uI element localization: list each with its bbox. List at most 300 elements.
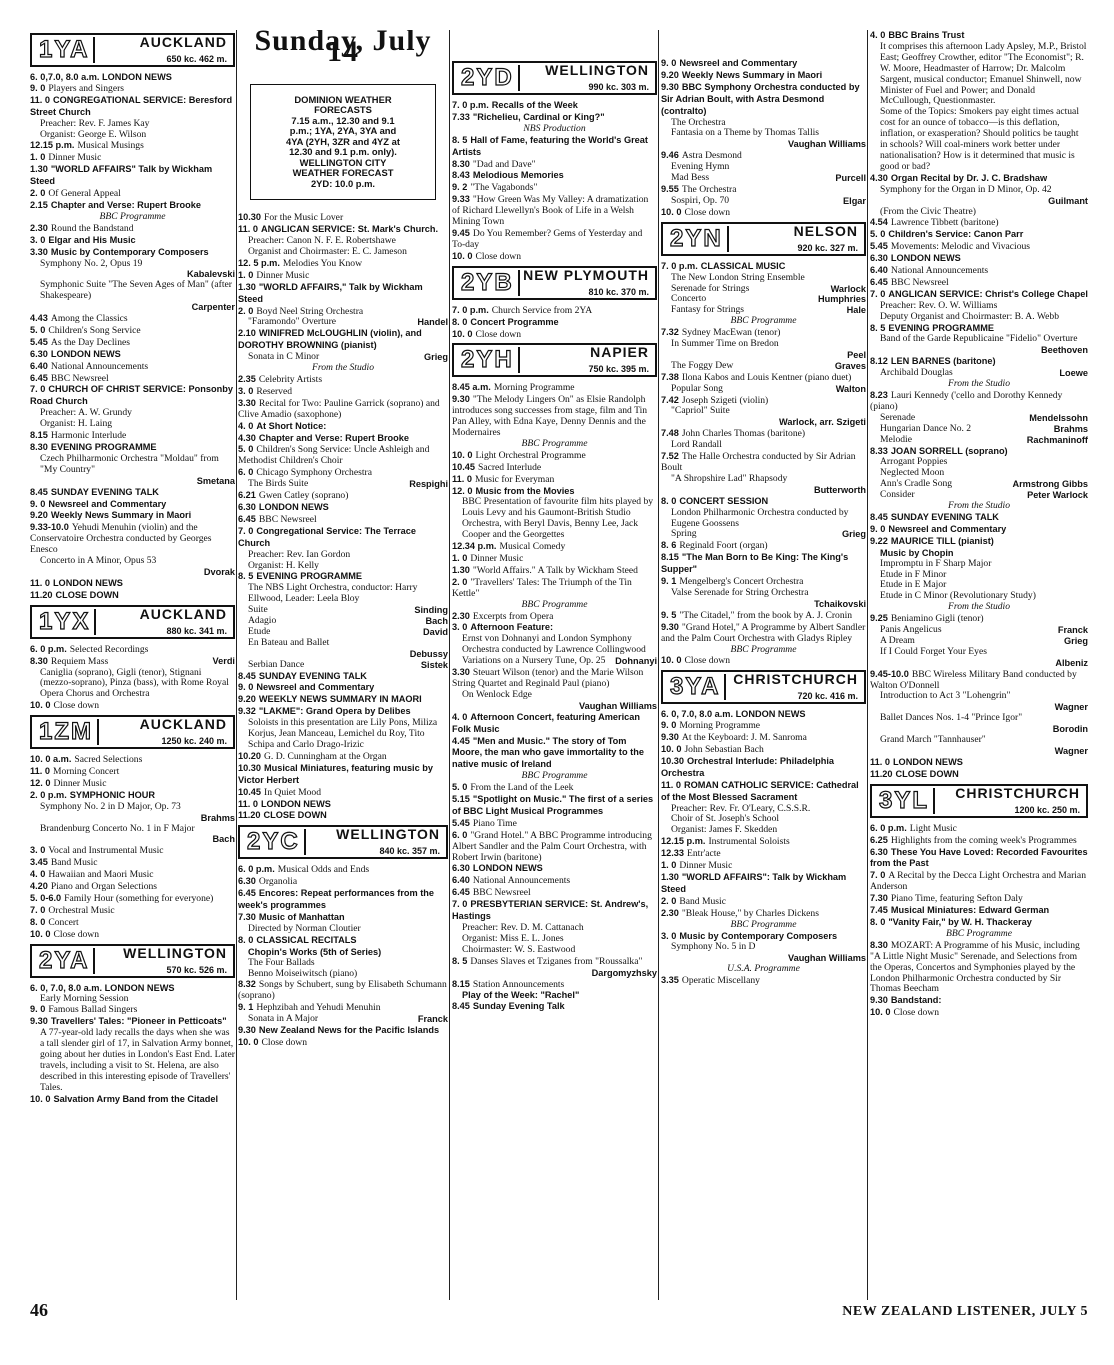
program-detail: Franck Sonata in A Major: [248, 1013, 448, 1025]
program-item: 6.30 LONDON NEWS: [30, 348, 121, 359]
program-item: 4. 0 Afternoon Concert, featuring American Folk Music: [452, 711, 640, 734]
program-detail: Warlock Serenade for Strings: [671, 282, 866, 294]
program-item: 9.32 "LAKME": Grand Opera by Delibes: [238, 706, 411, 717]
program-item: 10. 0 Close down: [30, 700, 100, 712]
program-item: 6. 0 p.m. Light Music: [870, 822, 957, 834]
program-credit: From the Studio: [312, 362, 374, 374]
program-credit: BBC Programme: [521, 770, 588, 782]
program-item: 6. 0 p.m. Selected Recordings: [30, 643, 149, 655]
station-call-sign: 3YA: [666, 674, 726, 700]
program-detail: "A Shropshire Lad" Rhapsody: [671, 472, 788, 484]
program-item: 9.55 The Orchestra: [661, 183, 737, 195]
program-item: 6. 0 "Grand Hotel." A BBC Programme introducing Albert Sandler and the Palm Court Orchestra, with Robert Irwin (baritone): [452, 829, 652, 863]
program-item: 4.20 Piano and Organ Selections: [30, 881, 158, 893]
program-detail: Brahms: [200, 812, 235, 823]
program-detail: Rachmaninoff Melodie: [880, 433, 1088, 445]
program-item: 10. 0 a.m. Sacred Selections: [30, 754, 143, 766]
program-credit: BBC Programme: [730, 643, 797, 655]
program-item: 7. 0 ANGLICAN SERVICE: Christ's College Chapel: [870, 288, 1088, 299]
program-credit: BBC Programme: [946, 927, 1012, 939]
program-detail: Smetana: [196, 475, 235, 486]
program-credit: BBC Programme: [730, 315, 797, 327]
program-item: 8.32 Songs by Schubert, sung by Elisabeth Schumann (soprano): [238, 979, 447, 1002]
program-item: 5. 0 Children's Song Service: [30, 324, 141, 336]
program-item: 3.30 Music by Contemporary Composers: [30, 246, 209, 257]
program-detail: London Philharmonic Orchestra conducted by Eugene Goossens: [671, 506, 849, 529]
program-item: 8.15 Harmonic Interlude: [30, 430, 127, 442]
program-item: 10.30 Orchestral Interlude: Philadelphia Orchestra: [661, 755, 835, 778]
program-item: 6. 0, 7.0, 8.0 a.m. LONDON NEWS: [661, 709, 806, 720]
program-item: 12. 5 p.m. Melodies You Know: [238, 257, 363, 269]
page-footer: [30, 1300, 1088, 1330]
program-item: 7. 0 PRESBYTERIAN SERVICE: St. Andrew's, Hastings: [452, 899, 649, 922]
program-item: 9. 0 Famous Ballad Singers: [30, 1004, 138, 1016]
program-detail: Vaughan Williams: [787, 139, 866, 150]
program-detail: Symphony for the Organ in D Minor, Op. 42: [880, 183, 1052, 195]
program-detail: A 77-year-old lady recalls the days when she was a tall slender girl of 17, in Salvation Army bonnet, going about her duties in London's East End. Later travels, including a visit to St. Helena, are also described in this interesting episode of Travellers' Tales.: [40, 1027, 235, 1093]
program-detail: "Capriol" Suite: [671, 405, 730, 417]
program-item: 9. 0 Newsreel and Commentary: [870, 523, 1007, 534]
program-detail: In Summer Time on Bredon: [671, 338, 779, 350]
program-item: 9.45-10.0 BBC Wireless Military Band conducted by Walton O'Donnell: [870, 668, 1077, 691]
program-item: 8. 0 CLASSICAL RECITALS: [238, 934, 357, 945]
program-detail: Vaughan Williams: [787, 953, 866, 964]
program-detail: Play of the Week: "Rachel": [462, 990, 580, 1001]
program-item: 8.33 JOAN SORRELL (soprano): [870, 445, 1008, 456]
program-item: 1. 0 Dinner Music: [238, 269, 310, 281]
program-item: 11. 0 ANGLICAN SERVICE: St. Mark's Church.: [238, 224, 439, 235]
program-detail: Organist: James F. Skedden: [671, 824, 778, 836]
program-item: 10.30 For the Music Lover: [238, 212, 344, 224]
program-item: 7.45 Musical Miniatures: Edward German: [870, 905, 1050, 916]
program-item: 9. 1 Mengelberg's Concert Orchestra: [661, 576, 804, 588]
program-item: 9.30 Bandstand:: [870, 995, 942, 1006]
program-item: 7.38 Ilona Kabos and Louis Kentner (piano duet): [661, 371, 852, 383]
program-item: 8.30 EVENING PROGRAMME: [30, 442, 157, 452]
program-detail: Ballet Dances Nos. 1-4 "Prince Igor": [880, 712, 1023, 724]
program-detail: Handel "Faramondo" Overture: [248, 316, 448, 328]
program-item: 12. 0 Music from the Movies: [452, 485, 575, 496]
program-detail: Symphony No. 5 in D: [671, 941, 756, 953]
program-detail: Guilmant: [1048, 195, 1088, 206]
program-detail: Bach: [212, 834, 235, 845]
program-detail: Symphony No. 2 in D Major, Op. 73: [40, 800, 181, 812]
program-detail: Beethoven: [1041, 345, 1088, 356]
station-header-2yb: [452, 266, 657, 300]
program-item: 7.52 The Halle Orchestra conducted by Sir Adrian Boult: [661, 451, 856, 473]
program-item: 6.45 BBC Newsreel: [452, 887, 531, 899]
program-item: 10.45 Sacred Interlude: [452, 461, 542, 473]
program-item: 5.45 Movements: Melodic and Vivacious: [870, 241, 1031, 253]
program-detail: Tchaikovski: [814, 598, 866, 609]
program-credit: BBC Programme: [521, 437, 588, 449]
program-item: 10. 0 Salvation Army Band from the Citadel: [30, 1093, 218, 1104]
program-detail: Grieg Sonata in C Minor: [248, 351, 448, 363]
program-item: 6. 0 Chicago Symphony Orchestra: [238, 467, 372, 479]
program-detail: Peter Warlock Consider: [880, 489, 1088, 501]
program-item: 12.15 p.m. Musical Musings: [30, 140, 144, 152]
program-item: 9. 0 Newsreel and Commentary: [661, 58, 798, 68]
program-detail: Kabalevski: [186, 269, 235, 280]
station-city: WELLINGTON: [123, 944, 227, 961]
program-detail: Grieg A Dream: [880, 634, 1088, 646]
program-credit: BBC Programme: [521, 598, 588, 610]
station-call-sign: 2YB: [457, 270, 520, 296]
program-item: 11. 0 LONDON NEWS: [30, 577, 123, 588]
program-item: 6.40 National Announcements: [30, 360, 149, 372]
program-detail: David Etude: [248, 625, 448, 637]
program-detail: Etude in E Major: [880, 579, 947, 591]
program-detail: Concerto in A Minor, Opus 53: [40, 555, 157, 567]
program-item: 5.45 As the Day Declines: [30, 336, 131, 348]
program-item: 8.15 "The Man Born to Be King: The King's Supper": [661, 552, 849, 575]
page-title: Sunday, July 14: [254, 30, 432, 68]
program-detail: Bach Adagio: [248, 615, 448, 627]
station-call-sign: 2YC: [243, 829, 306, 855]
station-city: AUCKLAND: [139, 716, 227, 733]
program-detail: BBC Presentation of favourite film hits played by Louis Levy and his Gaumont-British Studio Orchestra, with Beryl Davis, Benny Lee, Jack Cooper and the Georgettes: [462, 496, 654, 541]
station-header-2yn: [661, 222, 866, 256]
program-item: 11. 0 LONDON NEWS: [238, 798, 331, 809]
station-call-sign: 2YA: [35, 948, 95, 974]
station-frequency: 990 kc. 303 m.: [588, 82, 649, 92]
station-header-2yh: [452, 343, 657, 377]
program-credit: From the Studio: [948, 500, 1010, 512]
program-item: 5.45 Piano Time: [452, 817, 517, 829]
program-item: 9.20 Weekly News Summary in Maori: [30, 510, 192, 521]
program-detail: Arrogant Poppies: [880, 456, 948, 468]
program-item: 8.12 LEN BARNES (baritone): [870, 356, 996, 367]
station-call-sign: 2YD: [457, 65, 520, 91]
program-item: 6. 0,7.0, 8.0 a.m. LONDON NEWS: [30, 72, 172, 82]
program-detail: Organist: George E. Wilson: [40, 128, 147, 140]
column-rule: [449, 30, 450, 1300]
program-detail: Elgar Sospiri, Op. 70: [671, 194, 866, 206]
column-1: [30, 30, 235, 1300]
program-item: 10. 0 Close down: [30, 928, 100, 940]
program-detail: Carpenter: [191, 302, 235, 313]
program-detail: Sistek Serbian Dance: [248, 658, 448, 670]
program-item: 10. 0 John Sebastian Bach: [661, 744, 764, 756]
program-detail: Preacher: A. W. Grundy: [40, 407, 132, 419]
program-item: 12.33 Entr'acte: [661, 848, 721, 860]
program-detail: Grand March "Tannhauser": [880, 734, 986, 746]
program-item: 6. 0, 7.0, 8.0 a.m. LONDON NEWS: [30, 982, 175, 993]
station-header-2ya: [30, 944, 235, 978]
program-item: 8.23 Lauri Kennedy ('cello and Dorothy Kennedy (piano): [870, 390, 1063, 412]
program-item: 2. 0 "Travellers' Tales: The Triumph of the Tin Kettle": [452, 576, 632, 599]
program-item: 11.20 CLOSE DOWN: [870, 768, 959, 779]
program-item: 2.15 Chapter and Verse: Rupert Brooke: [30, 199, 201, 210]
program-detail: Preacher: Rev. Fr. O'Leary, C.S.S.R.: [671, 802, 811, 814]
program-item: 8. 0 CONCERT SESSION: [661, 495, 769, 506]
weather-line: 7.15 a.m., 12.30 and 9.1: [291, 114, 395, 126]
station-call-sign: 2YN: [666, 226, 729, 252]
station-city: NEW PLYMOUTH: [523, 266, 649, 283]
program-detail: Hale Fantasy for Strings: [671, 304, 866, 316]
program-item: 11. 0 Morning Concert: [30, 766, 120, 778]
program-item: 10. 0 Close down: [870, 1007, 940, 1019]
station-call-sign: 3YL: [875, 788, 935, 814]
program-item: 8.30 "Dad and Dave": [452, 158, 536, 170]
program-item: 5. 0 Children's Service: Canon Parr: [870, 229, 1024, 240]
program-item: 6.45 BBC Newsreel: [30, 372, 109, 384]
program-item: 9.30 "The Melody Lingers On" as Elsie Randolph introduces song successes from stage, film and Tin Pan Alley, with Edna Kaye, Denny Dennis and the Modernaires: [452, 394, 648, 439]
station-city: AUCKLAND: [139, 34, 227, 50]
program-detail: Czech Philharmonic Orchestra "Moldau" from "My Country": [40, 452, 219, 475]
program-detail: Warlock, arr. Szigeti: [779, 417, 866, 428]
weather-line: 2YD: 10.0 p.m.: [310, 177, 376, 189]
station-frequency: 920 kc. 327 m.: [797, 242, 858, 253]
program-item: 1. 0 Dinner Music: [452, 553, 524, 564]
station-city: AUCKLAND: [139, 605, 227, 622]
program-detail: Dargomyzhsky: [591, 967, 657, 978]
program-item: 9.46 Astra Desmond: [661, 150, 742, 162]
program-detail: Fantasia on a Theme by Thomas Tallis: [671, 127, 820, 139]
weather-line: DOMINION WEATHER: [294, 93, 392, 105]
program-detail: Choir of St. Joseph's School: [671, 813, 780, 825]
program-item: 9. 0 Newsreel and Commentary: [238, 682, 375, 693]
program-item: 7. 0 Congregational Service: The Terrace Church: [238, 525, 416, 548]
weather-line: 12.30 and 9.1 p.m. only).: [289, 146, 397, 158]
program-detail: Preacher: Canon N. F. E. Robertshawe: [248, 235, 396, 247]
program-detail: Directed by Norman Cloutier: [248, 922, 361, 934]
program-item: 1.30 "WORLD AFFAIRS": Talk by Wickham Steed: [661, 872, 847, 894]
program-credit: From the Studio: [948, 601, 1010, 613]
program-item: 8. 5 Hall of Fame, featuring the World's Great Artists: [452, 134, 648, 157]
program-item: 6.45 Encores: Repeat performances from the week's programmes: [238, 888, 435, 911]
program-item: 12.34 p.m. Musical Comedy: [452, 541, 566, 553]
program-item: 7.33 "Richelieu, Cardinal or King?": [452, 111, 605, 122]
station-city: NAPIER: [590, 344, 649, 361]
weather-line: p.m.; 1YA, 2YA, 3YA and: [289, 125, 397, 137]
program-item: 9. 2 "The Vagabonds": [452, 182, 538, 194]
program-detail: Humphries Concerto: [671, 293, 866, 305]
program-item: 6.25 Highlights from the coming week's Programmes: [870, 834, 1077, 846]
program-detail: Preacher: Rev. D. M. Cattanach: [462, 922, 584, 933]
program-detail: Some of the Topics: Smokers pay eight times actual cost for an ounce of tobacco—is this deflation, inflation, or exasperation? Should politics be taught in schools? Will coal-miners work better under nationalisation? How is it determined that music is good or bad?: [880, 106, 1079, 172]
program-item: 7.42 Joseph Szigeti (violin): [661, 394, 769, 406]
program-item: 8.45 a.m. Morning Programme: [452, 382, 575, 394]
program-item: 6.40 National Announcements: [870, 265, 989, 277]
program-item: 4.30 Chapter and Verse: Rupert Brooke: [238, 432, 409, 443]
program-item: 4. 0 BBC Brains Trust: [870, 30, 965, 40]
station-frequency: 840 kc. 357 m.: [379, 846, 440, 857]
program-item: 3.35 Operatic Miscellany: [661, 975, 760, 987]
program-item: 1. 0 Dinner Music: [30, 152, 102, 164]
program-detail: Introduction to Act 3 "Lohengrin": [880, 690, 1011, 702]
program-item: 11. 0 ROMAN CATHOLIC SERVICE: Cathedral of the Most Blessed Sacrament: [661, 779, 859, 802]
masthead: NEW ZEALAND LISTENER, JULY 5: [842, 1304, 1088, 1319]
program-item: 9.20 WEEKLY NEWS SUMMARY IN MAORI: [238, 694, 422, 705]
program-detail: Ernst von Dohnanyi and London Symphony Orchestra conducted by Lawrence Collingwood: [462, 633, 646, 656]
program-detail: Evening Hymn: [671, 161, 730, 173]
program-item: 9.20 Weekly News Summary in Maori: [661, 69, 823, 80]
program-detail: Peel: [847, 349, 866, 360]
station-city: CHRISTCHURCH: [955, 784, 1080, 801]
program-detail: Deputy Organist and Choirmaster: B. A. Webb: [880, 310, 1060, 322]
station-header-3ya: [661, 670, 866, 704]
program-credit: NBS Production: [523, 122, 586, 134]
program-item: 3.30 Steuart Wilson (tenor) and the Marie Wilson String Quartet and Reginald Paul (piano): [452, 667, 644, 689]
program-item: 2.10 WINIFRED McLOUGHLIN (violin), and DOROTHY BROWNING (pianist): [238, 328, 422, 351]
program-item: 2. 0 p.m. SYMPHONIC HOUR: [30, 789, 156, 800]
program-item: 4.45 "Men and Music." The story of Tom Moore, the man who gave immortality to the native music of Ireland: [452, 735, 644, 770]
program-item: 7. 0 p.m. Church Service from 2YA: [452, 304, 593, 316]
program-item: 11. 0 Music for Everyman: [452, 473, 555, 485]
program-item: 5. 0 Children's Song Service: Uncle Ashleigh and Methodist Children's Choir: [238, 444, 430, 467]
program-item: 12. 0 Dinner Music: [30, 777, 107, 789]
station-call-sign: 1YX: [35, 609, 96, 635]
station-city: WELLINGTON: [545, 62, 649, 78]
program-item: 9.33 "How Green Was My Valley: A dramatization of Richard Llewellyn's Book of Life in a Welsh Mining Town: [452, 194, 649, 228]
program-detail: Neglected Moon: [880, 467, 945, 479]
program-item: 5.15 "Spotlight on Music." The first of a series of BBC Light Musical Programmes: [452, 794, 654, 816]
program-item: 9. 0 Players and Singers: [30, 82, 125, 94]
program-item: 8. 0 "Vanity Fair," by W. H. Thackeray: [870, 916, 1032, 927]
program-item: 8. 5 Danses Slaves et Tziganes from "Roussalka": [452, 955, 643, 967]
program-item: 11. 0 LONDON NEWS: [870, 756, 963, 767]
program-item: 9.30 "Grand Hotel," A Programme by Albert Sandler and the Palm Court Orchestra with Gladys Ripley: [661, 621, 866, 644]
program-item: 9.30 At the Keyboard: J. M. Sanroma: [661, 732, 807, 744]
program-detail: Benno Moiseiwitsch (piano): [248, 967, 358, 979]
station-call-sign: 1ZM: [35, 719, 99, 745]
program-detail: The New London String Ensemble: [671, 271, 805, 283]
program-item: 7. 0 A Recital by the Decca Light Orchestra and Marian Anderson: [870, 870, 1086, 893]
program-item: 3. 0 Reserved: [238, 385, 293, 397]
column-3: [452, 30, 657, 1300]
program-detail: Preacher: Rev. F. James Kay: [40, 117, 150, 129]
program-item: 10. 0 Close down: [452, 328, 522, 340]
program-detail: Loewe Archibald Douglas: [880, 367, 1088, 379]
program-credit: BBC Programme: [99, 210, 166, 222]
program-detail: Borodin: [1052, 724, 1088, 735]
column-rule: [236, 30, 237, 1300]
program-item: 7. 0 p.m. CLASSICAL MUSIC: [661, 260, 786, 271]
program-item: 11. 0 CONGREGATIONAL SERVICE: Beresford Street Church: [30, 94, 233, 117]
program-item: 6.21 Gwen Catley (soprano): [238, 490, 349, 502]
program-detail: En Bateau and Ballet: [248, 636, 330, 648]
station-header-1zm: [30, 715, 235, 749]
program-item: 11.20 CLOSE DOWN: [238, 810, 327, 821]
program-item: 3. 0 Vocal and Instrumental Music: [30, 845, 164, 857]
station-header-2yd: [452, 61, 657, 95]
station-call-sign: 1YA: [35, 37, 95, 63]
program-item: 8.43 Melodious Memories: [452, 170, 564, 181]
program-item: 6.45 BBC Newsreel: [238, 513, 317, 525]
program-detail: Impromptu in F Sharp Major: [880, 557, 992, 569]
program-detail: Dvorak: [203, 566, 235, 577]
program-item: 8. 0 Concert: [30, 916, 79, 928]
program-item: 7.30 Music of Manhattan: [238, 911, 345, 922]
program-item: 10.30 Musical Miniatures, featuring music by Victor Herbert: [238, 762, 433, 785]
program-credit: BBC Programme: [730, 918, 797, 930]
program-detail: Early Morning Session: [40, 992, 129, 1004]
program-detail: Organist and Choirmaster: E. C. Jameson: [248, 246, 407, 258]
station-city: NELSON: [793, 222, 858, 239]
station-frequency: 810 kc. 370 m.: [588, 286, 649, 297]
program-detail: On Wenlock Edge: [462, 688, 532, 700]
program-item: 7.30 Piano Time, featuring Sefton Daly: [870, 893, 1023, 905]
program-item: 9. 1 Hephzibah and Yehudi Menuhin: [238, 1002, 381, 1014]
program-item: 4.30 Organ Recital by Dr. J. C. Bradshaw: [870, 172, 1048, 183]
program-detail: If I Could Forget Your Eyes: [880, 645, 987, 657]
program-item: 2. 0 Boyd Neel String Orchestra: [238, 305, 364, 317]
program-item: 6.30 Organolia: [238, 876, 298, 888]
program-item: 8. 0 Concert Programme: [452, 316, 559, 327]
program-item: 9.45 Do You Remember? Gems of Yesterday and To-day: [452, 227, 643, 250]
program-detail: Mendelssohn Serenade: [880, 411, 1088, 423]
column-rule: [867, 30, 868, 1300]
program-detail: Caniglia (soprano), Gigli (tenor), Stignani (mezzo-soprano), Pinza (bass), with Rome Royal Opera Chorus and Orchestra: [40, 666, 229, 700]
page-number: 46: [30, 1300, 48, 1320]
program-item: 1.30 "WORLD AFFAIRS," Talk by Wickham Steed: [238, 281, 423, 304]
program-item: 9.30 BBC Symphony Orchestra conducted by Sir Adrian Boult, with Astra Desmond (contralto): [661, 81, 860, 116]
program-item: 2.30 "Bleak House," by Charles Dickens: [661, 907, 819, 919]
weather-line: 4YA (2YH, 3ZR and 4YZ at: [286, 135, 400, 147]
program-item: 5. 0-6.0 Family Hour (something for everyone): [30, 893, 214, 904]
station-city: CHRISTCHURCH: [733, 671, 858, 688]
program-item: 12.15 p.m. Instrumental Soloists: [661, 836, 790, 848]
program-item: 9.30 Travellers' Tales: "Pioneer in Petticoats": [30, 1016, 227, 1027]
station-frequency: 720 kc. 416 m.: [797, 691, 858, 702]
program-detail: Symphonic Suite "The Seven Ages of Man" (after Shakespeare): [40, 279, 232, 302]
program-detail: Preacher: Rev. O. W. Williams: [880, 299, 998, 311]
station-header-2yc: [238, 825, 448, 859]
program-item: 10. 0 Close down: [661, 206, 731, 218]
program-detail: Armstrong Gibbs Ann's Cradle Song: [880, 478, 1088, 490]
column-4: [661, 30, 866, 1300]
program-item: 5. 0 From the Land of the Leek: [452, 782, 574, 794]
program-item: 4. 0 At Short Notice:: [238, 420, 327, 431]
program-detail: The Orchestra: [671, 116, 726, 128]
program-item: 3. 0 Afternoon Feature:: [452, 622, 554, 633]
program-item: 2.30 Excerpts from Opera: [452, 610, 554, 622]
program-item: 6.40 National Announcements: [452, 875, 571, 887]
program-detail: Etude in F Minor: [880, 568, 947, 580]
station-frequency: 650 kc. 462 m.: [166, 54, 227, 64]
program-item: Verdi 8.30 Requiem Mass: [30, 655, 235, 667]
program-detail: Wagner: [1054, 702, 1088, 713]
program-item: 9.25 Beniamino Gigli (tenor): [870, 613, 984, 625]
program-detail: Albeniz: [1055, 657, 1088, 668]
station-frequency: 880 kc. 341 m.: [166, 625, 227, 636]
station-call-sign: 2YH: [457, 347, 520, 373]
weather-forecast-box: [250, 84, 436, 201]
program-item: 6.45 BBC Newsreel: [870, 276, 949, 288]
program-detail: Debussy: [409, 648, 448, 659]
program-detail: Choirmaster: W. S. Eastwood: [462, 943, 576, 955]
station-frequency: 750 kc. 395 m.: [588, 364, 649, 375]
program-detail: (From the Civic Theatre): [880, 205, 976, 217]
program-item: 1. 0 Dinner Music: [661, 860, 733, 872]
program-detail: Grieg Spring: [671, 528, 866, 540]
program-item: 10.20 G. D. Cunningham at the Organ: [238, 750, 387, 762]
program-detail: Vaughan Williams: [578, 700, 657, 711]
program-item: 4.54 Lawrence Tibbett (baritone): [870, 217, 999, 229]
program-detail: Franck Panis Angelicus: [880, 624, 1088, 636]
program-item: 8.45 SUNDAY EVENING TALK: [238, 670, 367, 681]
weather-line: WELLINGTON CITY: [299, 156, 387, 168]
listener-page: [30, 30, 1088, 1300]
station-header-3yl: [870, 784, 1088, 818]
program-item: 3. 0 Elgar and His Music: [30, 234, 136, 245]
program-credit: U.S.A. Programme: [727, 963, 800, 975]
program-detail: Purcell Mad Bess: [671, 172, 866, 184]
program-item: 7. 0 p.m. Recalls of the Week: [452, 100, 578, 110]
station-header-1ya: [30, 33, 235, 67]
program-item: 9. 0 Morning Programme: [661, 720, 761, 732]
